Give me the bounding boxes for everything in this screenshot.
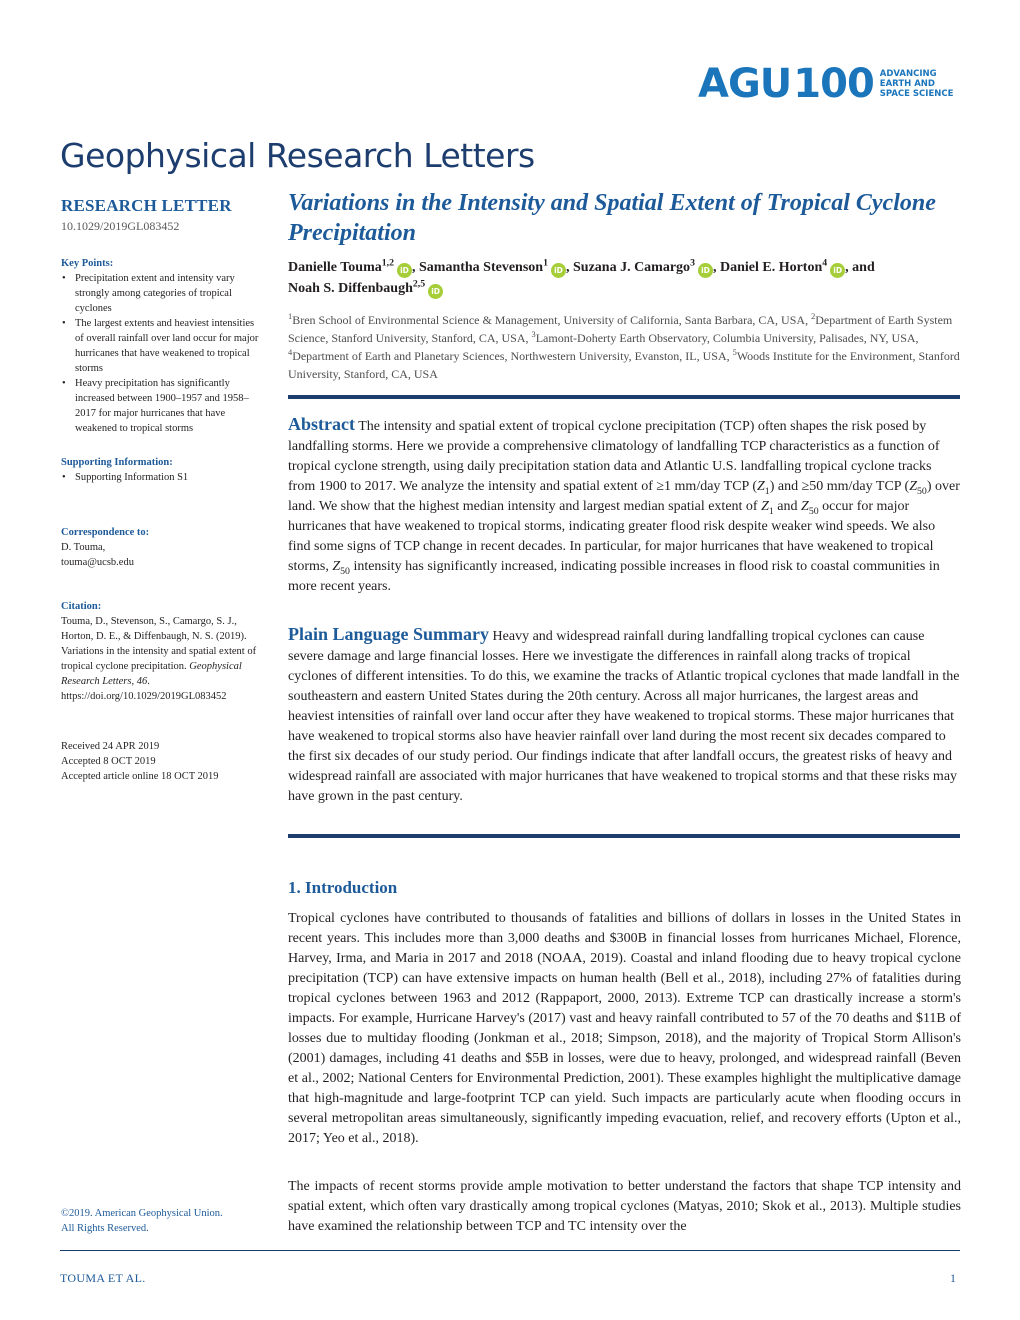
date-accepted: Accepted 8 OCT 2019	[61, 756, 156, 767]
author-name: , Suzana J. Camargo	[566, 260, 691, 275]
citation-text: Touma, D., Stevenson, S., Camargo, S. J., Horton, D. E., & Diffenbaugh, N. S. (2019). Variations in the intensity and spatial extent of tropical cyclone precipitation. Geophysical Research Letters, 46. https://doi.org/10.1029/2019GL083452	[61, 616, 257, 702]
pls-text: Heavy and widespread rainfall during landfalling tropical cyclones can cause severe damage and large financial losses. Here we investigate the differences in rainfall along tracks of tropical cyclones of different intensities. To do this, we examine the tracks of Atlantic tropical cyclones that made landfall in the southeastern and eastern United States during the 20th century. Across all major hurricanes, the largest areas and heaviest intensities of rainfall over land occur after they have weakened to tropical storms. These major hurricanes that have weakened to tropical storms also have heavier rainfall over land during the most recent six decades compared to the first six decades of our study period. Our findings indicate that after landfall occurs, the greatest risks of heavy and widespread rainfall are associated with major hurricanes that have weakened to tropical storms and that these risks may have grown in the past century.	[288, 629, 960, 804]
article-doi[interactable]: 10.1029/2019GL083452	[61, 219, 180, 233]
citation-heading: Citation:	[61, 601, 102, 612]
intro-paragraph-2: The impacts of recent storms provide ample motivation to better understand the factors that shape TCP intensity and spatial extent, which often vary drastically among tropical cyclones (Matyas, 2010; Skok et al., 2013). Multiple studies have examined the relationship between TCP and TC intensity over the	[288, 1179, 961, 1234]
author-list: Danielle Touma$^{1,2}$iD , Samantha Stevenson$^1$iD , Suzana J. Camargo$^3$iD , Daniel E. Horton$^4$iD , and Noah S. Diffenbaugh$^{2,5}$iD	[288, 257, 963, 299]
article-title: Variations in the Intensity and Spatial Extent of Tropical Cyclone Precipitation	[288, 190, 936, 246]
section-heading-introduction: 1. Introduction	[288, 878, 398, 897]
date-online: Accepted article online 18 OCT 2019	[61, 771, 219, 782]
citation	[61, 599, 261, 704]
logo-100-text: 100	[793, 61, 874, 107]
logo-tag-line-2: EARTH AND	[879, 79, 935, 89]
orcid-icon[interactable]: iD	[830, 263, 845, 278]
correspondence-heading: Correspondence to:	[61, 527, 150, 538]
footer-authors: TOUMA ET AL.	[60, 1271, 146, 1285]
footer-rule	[60, 1250, 960, 1251]
journal-title: Geophysical Research Letters	[60, 136, 535, 175]
supporting-information	[61, 455, 261, 485]
article-type: RESEARCH LETTER	[61, 196, 232, 215]
author-name: , Samantha Stevenson	[412, 260, 544, 275]
affiliations: $^1$Bren School of Environmental Science & Management, University of California, Santa Barbara, CA, USA, $^2$Department of Earth System Science, Stanford University, Stanford, CA, USA, $^3$Lamont-Doherty Earth Observatory, Columbia University, Palisades, NY, USA, $^4$Department of Earth and Planetary Sciences, Northwestern University, Evanston, IL, USA, $^5$Woods Institute for the Environment, Stanford University, Stanford, CA, USA	[288, 312, 960, 381]
abstract-heading: Abstract	[288, 414, 355, 434]
page-number: 1	[950, 1271, 956, 1285]
correspondence-email[interactable]: touma@ucsb.edu	[61, 557, 134, 568]
agu100-logo	[698, 61, 954, 107]
plain-language-summary	[288, 624, 961, 807]
orcid-icon[interactable]: iD	[428, 284, 443, 299]
intro-paragraph-1: Tropical cyclones have contributed to thousands of fatalities and billions of dollars in losses in the United States in recent years. This includes more than 3,000 deaths and $300B in financial losses from hurricanes Michael, Florence, Harvey, Irma, and Maria in 2017 and 2018 (NOAA, 2019). Coastal and inland flooding due to heavy tropical cyclone precipitation (TCP) can have extensive impacts on human health (Bell et al., 2018), including 27% of fatalities during tropical cyclones between 1963 and 2012 (Rappaport, 2000, 2013). Extreme TCP can drastically increase a storm's impacts. For example, Hurricane Harvey's (2017) vast and heavy rainfall contributed to 57 of the 70 deaths and $11B of losses due to multiday flooding (Jonkman et al., 2018; Simpson, 2018), and the majority of Tropical Storm Allison's (2001) damages, including 41 deaths and $5B in losses, were due to heavy, prolonged, and widespread rainfall (Beven et al., 2002; National Centers for Environmental Prediction, 2001). These examples highlight the multiplicative damage that high-magnitude and large-footprint TCP can yield. Such impacts are particularly acute when flooding occurs in several metropolitan areas simultaneously, significantly impeding evacuation, relief, and recovery efforts (Upton et al., 2017; Yeo et al., 2018).	[288, 911, 961, 1146]
supporting-heading: Supporting Information:	[61, 457, 173, 468]
author-name: Danielle Touma	[288, 260, 382, 275]
orcid-icon[interactable]: iD	[698, 263, 713, 278]
copyright-line-1: ©2019. American Geophysical Union.	[61, 1208, 223, 1219]
key-points	[61, 256, 261, 436]
date-received: Received 24 APR 2019	[61, 741, 160, 752]
logo-tag-line-3: SPACE SCIENCE	[879, 89, 954, 99]
article-dates	[61, 739, 261, 784]
divider-bottom	[288, 834, 960, 838]
abstract: Abstract The intensity and spatial extent of tropical cyclone precipitation (TCP) often shapes the risk posed by landfalling storms. Here we provide a comprehensive climatology of landfalling TCP characteristics as a function of tropical cyclone strength, using daily precipitation station data and Atlantic U.S. landfalling tropical cyclone tracks from 1900 to 2017. We analyze the intensity and spatial extent of ≥1 mm/day TCP $(Z_1)$ and ≥50 mm/day TCP $(Z_{50})$ over land. We show that the highest median intensity and largest median spatial extent of $Z_1$ and $Z_{50}$ occur for major hurricanes that have weakened to tropical storms, indicating greater flood risk despite weaker wind speeds. We also find some signs of TCP change in recent decades. In particular, for major hurricanes that have weakened to tropical storms, $Z_{50}$ intensity has significantly increased, indicating possible increases in flood risk to coastal communities in more recent years.	[288, 414, 960, 594]
key-point-item: • Heavy precipitation has significantly increased between 1900–1957 and 1958–2017 for major hurricanes that have weakened to tropical storms	[61, 376, 261, 436]
copyright-line-2: All Rights Reserved.	[61, 1223, 149, 1234]
pls-heading: Plain Language Summary	[288, 624, 490, 644]
key-points-heading: Key Points:	[61, 258, 114, 269]
divider-top	[288, 395, 960, 399]
key-points-list	[61, 271, 261, 436]
correspondence-name: D. Touma,	[61, 542, 106, 553]
supporting-link[interactable]: • Supporting Information S1	[61, 470, 261, 485]
author-name: Noah S. Diffenbaugh	[288, 281, 413, 296]
key-point-item: • Precipitation extent and intensity vary strongly among categories of tropical cyclones	[61, 271, 261, 316]
key-point-item: • The largest extents and heaviest intensities of overall rainfall over land occur for major hurricanes that have weakened to tropical storms	[61, 316, 261, 376]
logo-tagline	[880, 69, 954, 99]
correspondence	[61, 525, 261, 570]
logo-agu-text: AGU	[698, 61, 792, 107]
logo-tag-line-1: ADVANCING	[879, 69, 937, 79]
copyright	[61, 1206, 261, 1236]
author-name: , Daniel E. Horton	[712, 260, 823, 275]
orcid-icon[interactable]: iD	[397, 263, 412, 278]
orcid-icon[interactable]: iD	[551, 263, 566, 278]
